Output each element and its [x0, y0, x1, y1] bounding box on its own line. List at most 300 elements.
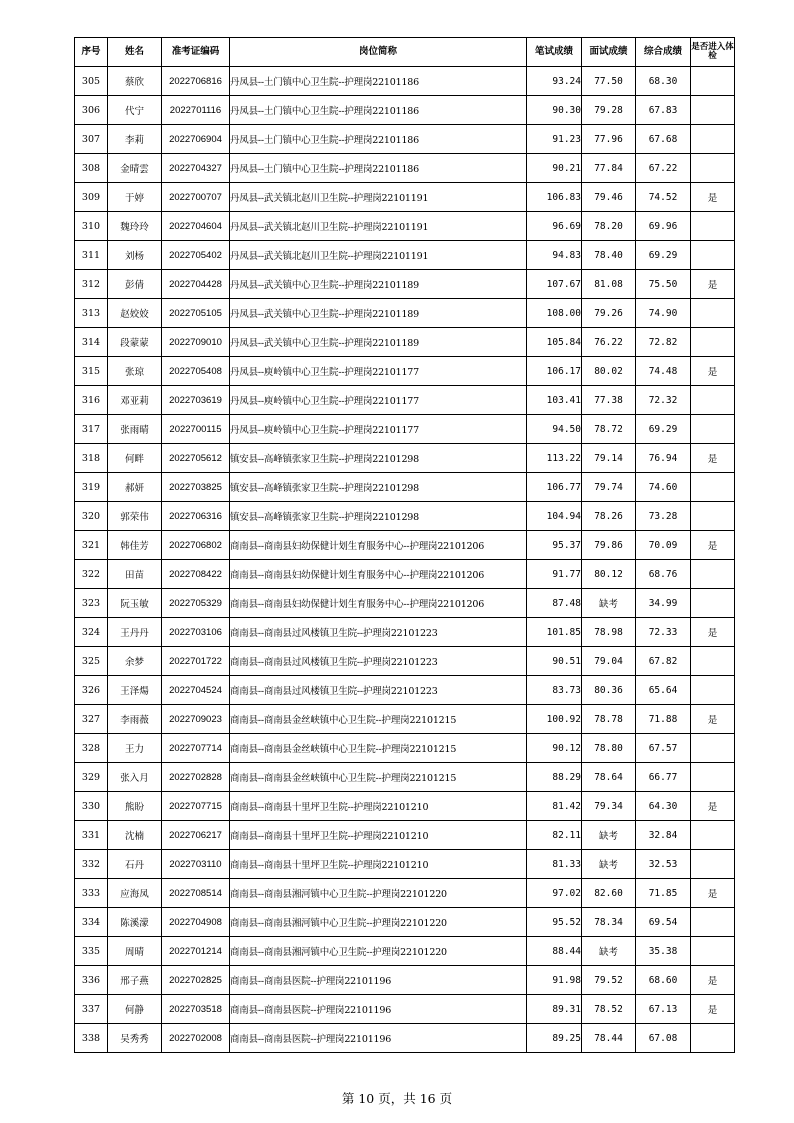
header-interview: 面试成绩 [582, 38, 636, 67]
cell-position: 丹凤县--武关镇中心卫生院--护理岗22101189 [230, 328, 527, 357]
footer-prefix: 第 [341, 1091, 355, 1106]
cell-seq: 322 [75, 560, 108, 589]
cell-name: 张雨晴 [108, 415, 162, 444]
table-row [75, 328, 735, 357]
cell-position: 丹凤县--武关镇中心卫生院--护理岗22101189 [230, 270, 527, 299]
table-row [75, 386, 735, 415]
cell-total-score: 67.22 [636, 154, 691, 183]
cell-total-score: 74.52 [636, 183, 691, 212]
cell-ticket: 2022705329 [162, 589, 230, 618]
cell-ticket: 2022704327 [162, 154, 230, 183]
cell-total-score: 68.60 [636, 966, 691, 995]
cell-physical-exam: 是 [691, 357, 735, 386]
cell-physical-exam [691, 763, 735, 792]
table-row [75, 647, 735, 676]
cell-position: 丹凤县--武关镇中心卫生院--护理岗22101189 [230, 299, 527, 328]
cell-ticket: 2022705105 [162, 299, 230, 328]
cell-seq: 324 [75, 618, 108, 647]
cell-total-score: 69.29 [636, 241, 691, 270]
table-row [75, 212, 735, 241]
cell-total-score: 67.68 [636, 125, 691, 154]
cell-name: 段蒙蒙 [108, 328, 162, 357]
table-header [75, 38, 735, 67]
cell-ticket: 2022701116 [162, 96, 230, 125]
cell-interview-score: 缺考 [582, 589, 636, 618]
cell-ticket: 2022704908 [162, 908, 230, 937]
results-table [74, 37, 735, 1053]
cell-physical-exam [691, 299, 735, 328]
cell-written-score: 90.30 [527, 96, 582, 125]
cell-name: 沈楠 [108, 821, 162, 850]
table-row [75, 908, 735, 937]
cell-name: 王力 [108, 734, 162, 763]
cell-total-score: 72.32 [636, 386, 691, 415]
cell-name: 田苗 [108, 560, 162, 589]
cell-interview-score: 82.60 [582, 879, 636, 908]
cell-written-score: 88.44 [527, 937, 582, 966]
cell-position: 丹凤县--武关镇北赵川卫生院--护理岗22101191 [230, 241, 527, 270]
cell-ticket: 2022704524 [162, 676, 230, 705]
cell-position: 商南县--商南县过风楼镇卫生院--护理岗22101223 [230, 647, 527, 676]
cell-seq: 325 [75, 647, 108, 676]
cell-written-score: 89.31 [527, 995, 582, 1024]
cell-position: 丹凤县--庾岭镇中心卫生院--护理岗22101177 [230, 415, 527, 444]
cell-ticket: 2022706816 [162, 67, 230, 96]
cell-physical-exam: 是 [691, 444, 735, 473]
table-row [75, 792, 735, 821]
cell-physical-exam [691, 676, 735, 705]
cell-physical-exam [691, 328, 735, 357]
header-name: 姓名 [108, 38, 162, 67]
cell-physical-exam [691, 502, 735, 531]
cell-written-score: 101.85 [527, 618, 582, 647]
cell-written-score: 94.50 [527, 415, 582, 444]
cell-ticket: 2022706316 [162, 502, 230, 531]
cell-total-score: 34.99 [636, 589, 691, 618]
cell-position: 丹凤县--土门镇中心卫生院--护理岗22101186 [230, 125, 527, 154]
cell-ticket: 2022706904 [162, 125, 230, 154]
cell-seq: 318 [75, 444, 108, 473]
cell-position: 商南县--商南县妇幼保健计划生育服务中心--护理岗22101206 [230, 589, 527, 618]
header-total: 综合成绩 [636, 38, 691, 67]
cell-interview-score: 79.52 [582, 966, 636, 995]
cell-written-score: 96.69 [527, 212, 582, 241]
cell-seq: 333 [75, 879, 108, 908]
cell-name: 张琼 [108, 357, 162, 386]
cell-physical-exam [691, 473, 735, 502]
cell-interview-score: 77.50 [582, 67, 636, 96]
cell-ticket: 2022708514 [162, 879, 230, 908]
cell-written-score: 89.25 [527, 1024, 582, 1053]
cell-written-score: 106.77 [527, 473, 582, 502]
cell-name: 赵姣姣 [108, 299, 162, 328]
cell-seq: 323 [75, 589, 108, 618]
cell-position: 商南县--商南县十里坪卫生院--护理岗22101210 [230, 821, 527, 850]
cell-interview-score: 80.36 [582, 676, 636, 705]
cell-interview-score: 79.46 [582, 183, 636, 212]
cell-ticket: 2022702008 [162, 1024, 230, 1053]
cell-written-score: 105.84 [527, 328, 582, 357]
cell-total-score: 72.82 [636, 328, 691, 357]
cell-interview-score: 79.34 [582, 792, 636, 821]
cell-physical-exam [691, 908, 735, 937]
cell-written-score: 113.22 [527, 444, 582, 473]
cell-interview-score: 79.26 [582, 299, 636, 328]
cell-interview-score: 78.34 [582, 908, 636, 937]
cell-seq: 314 [75, 328, 108, 357]
table-row [75, 879, 735, 908]
cell-interview-score: 78.80 [582, 734, 636, 763]
page-footer [0, 1089, 794, 1107]
cell-seq: 317 [75, 415, 108, 444]
cell-written-score: 91.98 [527, 966, 582, 995]
cell-total-score: 70.09 [636, 531, 691, 560]
table-row [75, 502, 735, 531]
cell-position: 商南县--商南县金丝峡镇中心卫生院--护理岗22101215 [230, 763, 527, 792]
cell-total-score: 32.84 [636, 821, 691, 850]
cell-interview-score: 79.04 [582, 647, 636, 676]
table-row [75, 821, 735, 850]
cell-total-score: 65.64 [636, 676, 691, 705]
cell-seq: 326 [75, 676, 108, 705]
table-row [75, 705, 735, 734]
header-physical: 是否进入体检 [691, 38, 735, 67]
cell-ticket: 2022705408 [162, 357, 230, 386]
table-row [75, 125, 735, 154]
cell-position: 镇安县--高峰镇张家卫生院--护理岗22101298 [230, 473, 527, 502]
header-ticket: 准考证编码 [162, 38, 230, 67]
cell-seq: 311 [75, 241, 108, 270]
header-position: 岗位简称 [230, 38, 527, 67]
cell-ticket: 2022708422 [162, 560, 230, 589]
cell-name: 张入月 [108, 763, 162, 792]
cell-ticket: 2022700115 [162, 415, 230, 444]
cell-physical-exam [691, 386, 735, 415]
table-row [75, 937, 735, 966]
cell-total-score: 67.57 [636, 734, 691, 763]
cell-written-score: 81.42 [527, 792, 582, 821]
cell-physical-exam [691, 937, 735, 966]
cell-written-score: 81.33 [527, 850, 582, 879]
cell-seq: 336 [75, 966, 108, 995]
cell-ticket: 2022707715 [162, 792, 230, 821]
cell-interview-score: 78.72 [582, 415, 636, 444]
cell-position: 丹凤县--庾岭镇中心卫生院--护理岗22101177 [230, 357, 527, 386]
cell-position: 商南县--商南县湘河镇中心卫生院--护理岗22101220 [230, 908, 527, 937]
cell-position: 商南县--商南县金丝峡镇中心卫生院--护理岗22101215 [230, 705, 527, 734]
cell-seq: 337 [75, 995, 108, 1024]
cell-position: 丹凤县--土门镇中心卫生院--护理岗22101186 [230, 67, 527, 96]
cell-interview-score: 78.40 [582, 241, 636, 270]
cell-total-score: 35.38 [636, 937, 691, 966]
cell-total-score: 71.85 [636, 879, 691, 908]
cell-physical-exam [691, 415, 735, 444]
cell-position: 丹凤县--土门镇中心卫生院--护理岗22101186 [230, 96, 527, 125]
cell-written-score: 106.17 [527, 357, 582, 386]
table-row [75, 241, 735, 270]
table-row [75, 299, 735, 328]
cell-position: 商南县--商南县过风楼镇卫生院--护理岗22101223 [230, 618, 527, 647]
cell-name: 李雨薇 [108, 705, 162, 734]
cell-seq: 307 [75, 125, 108, 154]
cell-name: 邓亚莉 [108, 386, 162, 415]
table-row [75, 67, 735, 96]
cell-ticket: 2022705612 [162, 444, 230, 473]
cell-physical-exam: 是 [691, 531, 735, 560]
cell-written-score: 95.52 [527, 908, 582, 937]
cell-physical-exam [691, 734, 735, 763]
cell-name: 何畔 [108, 444, 162, 473]
cell-name: 魏玲玲 [108, 212, 162, 241]
cell-position: 商南县--商南县妇幼保健计划生育服务中心--护理岗22101206 [230, 531, 527, 560]
cell-interview-score: 80.12 [582, 560, 636, 589]
header-seq: 序号 [75, 38, 108, 67]
cell-physical-exam [691, 125, 735, 154]
table-row [75, 676, 735, 705]
cell-position: 商南县--商南县医院--护理岗22101196 [230, 966, 527, 995]
cell-total-score: 74.60 [636, 473, 691, 502]
footer-mid: 页，共 [378, 1091, 416, 1106]
cell-written-score: 90.51 [527, 647, 582, 676]
cell-written-score: 106.83 [527, 183, 582, 212]
cell-position: 镇安县--高峰镇张家卫生院--护理岗22101298 [230, 444, 527, 473]
cell-name: 陈溪濛 [108, 908, 162, 937]
cell-ticket: 2022706217 [162, 821, 230, 850]
cell-position: 商南县--商南县湘河镇中心卫生院--护理岗22101220 [230, 937, 527, 966]
table-row [75, 415, 735, 444]
table-row [75, 734, 735, 763]
cell-physical-exam: 是 [691, 966, 735, 995]
cell-physical-exam [691, 67, 735, 96]
cell-interview-score: 78.78 [582, 705, 636, 734]
cell-physical-exam: 是 [691, 618, 735, 647]
cell-interview-score: 78.64 [582, 763, 636, 792]
header-row [75, 38, 735, 67]
table-row [75, 531, 735, 560]
cell-total-score: 73.28 [636, 502, 691, 531]
cell-name: 刘杨 [108, 241, 162, 270]
cell-ticket: 2022704604 [162, 212, 230, 241]
cell-written-score: 95.37 [527, 531, 582, 560]
cell-interview-score: 77.84 [582, 154, 636, 183]
cell-physical-exam [691, 241, 735, 270]
cell-ticket: 2022703106 [162, 618, 230, 647]
cell-position: 商南县--商南县过风楼镇卫生院--护理岗22101223 [230, 676, 527, 705]
cell-written-score: 90.12 [527, 734, 582, 763]
table-row [75, 154, 735, 183]
cell-written-score: 94.83 [527, 241, 582, 270]
cell-position: 商南县--商南县金丝峡镇中心卫生院--护理岗22101215 [230, 734, 527, 763]
cell-position: 商南县--商南县湘河镇中心卫生院--护理岗22101220 [230, 879, 527, 908]
cell-total-score: 32.53 [636, 850, 691, 879]
cell-name: 王丹丹 [108, 618, 162, 647]
cell-ticket: 2022709010 [162, 328, 230, 357]
cell-interview-score: 缺考 [582, 821, 636, 850]
cell-physical-exam [691, 560, 735, 589]
cell-name: 吴秀秀 [108, 1024, 162, 1053]
cell-name: 何静 [108, 995, 162, 1024]
cell-name: 郭荣伟 [108, 502, 162, 531]
cell-seq: 306 [75, 96, 108, 125]
cell-written-score: 83.73 [527, 676, 582, 705]
cell-seq: 338 [75, 1024, 108, 1053]
cell-seq: 334 [75, 908, 108, 937]
cell-position: 丹凤县--武关镇北赵川卫生院--护理岗22101191 [230, 183, 527, 212]
cell-total-score: 69.96 [636, 212, 691, 241]
cell-name: 应海凤 [108, 879, 162, 908]
table-row [75, 560, 735, 589]
cell-ticket: 2022703619 [162, 386, 230, 415]
cell-position: 商南县--商南县十里坪卫生院--护理岗22101210 [230, 792, 527, 821]
cell-physical-exam: 是 [691, 270, 735, 299]
cell-seq: 308 [75, 154, 108, 183]
cell-total-score: 69.54 [636, 908, 691, 937]
cell-total-score: 67.83 [636, 96, 691, 125]
table-body [75, 67, 735, 1053]
cell-position: 商南县--商南县医院--护理岗22101196 [230, 995, 527, 1024]
cell-seq: 315 [75, 357, 108, 386]
cell-written-score: 104.94 [527, 502, 582, 531]
header-written: 笔试成绩 [527, 38, 582, 67]
cell-seq: 327 [75, 705, 108, 734]
cell-name: 余梦 [108, 647, 162, 676]
cell-interview-score: 81.08 [582, 270, 636, 299]
cell-total-score: 74.48 [636, 357, 691, 386]
cell-ticket: 2022705402 [162, 241, 230, 270]
cell-ticket: 2022703518 [162, 995, 230, 1024]
cell-physical-exam [691, 212, 735, 241]
cell-seq: 309 [75, 183, 108, 212]
cell-written-score: 97.02 [527, 879, 582, 908]
cell-written-score: 108.00 [527, 299, 582, 328]
cell-name: 阮玉敏 [108, 589, 162, 618]
cell-name: 李莉 [108, 125, 162, 154]
cell-seq: 321 [75, 531, 108, 560]
cell-name: 邢子燕 [108, 966, 162, 995]
cell-physical-exam [691, 154, 735, 183]
cell-name: 韩佳芳 [108, 531, 162, 560]
cell-seq: 310 [75, 212, 108, 241]
cell-physical-exam [691, 850, 735, 879]
cell-ticket: 2022709023 [162, 705, 230, 734]
table-row [75, 96, 735, 125]
cell-seq: 316 [75, 386, 108, 415]
table-row [75, 357, 735, 386]
cell-seq: 312 [75, 270, 108, 299]
cell-name: 金晴雲 [108, 154, 162, 183]
cell-physical-exam [691, 1024, 735, 1053]
cell-total-score: 74.90 [636, 299, 691, 328]
cell-position: 丹凤县--庾岭镇中心卫生院--护理岗22101177 [230, 386, 527, 415]
cell-position: 丹凤县--土门镇中心卫生院--护理岗22101186 [230, 154, 527, 183]
table-row [75, 270, 735, 299]
cell-seq: 319 [75, 473, 108, 502]
table-row [75, 618, 735, 647]
cell-position: 商南县--商南县医院--护理岗22101196 [230, 1024, 527, 1053]
cell-total-score: 68.76 [636, 560, 691, 589]
cell-name: 郝妍 [108, 473, 162, 502]
cell-interview-score: 78.20 [582, 212, 636, 241]
cell-ticket: 2022704428 [162, 270, 230, 299]
cell-interview-score: 缺考 [582, 937, 636, 966]
cell-physical-exam: 是 [691, 879, 735, 908]
cell-seq: 332 [75, 850, 108, 879]
footer-suffix: 页 [439, 1091, 453, 1106]
cell-total-score: 67.82 [636, 647, 691, 676]
cell-interview-score: 缺考 [582, 850, 636, 879]
cell-seq: 331 [75, 821, 108, 850]
cell-interview-score: 79.74 [582, 473, 636, 502]
cell-total-score: 71.88 [636, 705, 691, 734]
table-row [75, 966, 735, 995]
cell-seq: 328 [75, 734, 108, 763]
cell-physical-exam [691, 589, 735, 618]
cell-seq: 305 [75, 67, 108, 96]
footer-total-pages: 16 [419, 1091, 436, 1106]
cell-seq: 330 [75, 792, 108, 821]
cell-interview-score: 79.28 [582, 96, 636, 125]
table-row [75, 1024, 735, 1053]
cell-physical-exam: 是 [691, 183, 735, 212]
cell-physical-exam [691, 647, 735, 676]
cell-interview-score: 78.98 [582, 618, 636, 647]
cell-physical-exam: 是 [691, 995, 735, 1024]
cell-ticket: 2022706802 [162, 531, 230, 560]
cell-written-score: 103.41 [527, 386, 582, 415]
cell-name: 石丹 [108, 850, 162, 879]
cell-physical-exam: 是 [691, 705, 735, 734]
cell-ticket: 2022703825 [162, 473, 230, 502]
table-row [75, 589, 735, 618]
cell-ticket: 2022701722 [162, 647, 230, 676]
cell-total-score: 67.08 [636, 1024, 691, 1053]
footer-page-number: 10 [358, 1091, 375, 1106]
cell-name: 彭倩 [108, 270, 162, 299]
cell-position: 镇安县--高峰镇张家卫生院--护理岗22101298 [230, 502, 527, 531]
cell-written-score: 93.24 [527, 67, 582, 96]
cell-total-score: 64.30 [636, 792, 691, 821]
table-row [75, 473, 735, 502]
cell-written-score: 100.92 [527, 705, 582, 734]
cell-ticket: 2022707714 [162, 734, 230, 763]
cell-name: 熊盼 [108, 792, 162, 821]
cell-seq: 335 [75, 937, 108, 966]
cell-total-score: 66.77 [636, 763, 691, 792]
cell-written-score: 107.67 [527, 270, 582, 299]
cell-ticket: 2022703110 [162, 850, 230, 879]
cell-name: 代宁 [108, 96, 162, 125]
cell-position: 商南县--商南县十里坪卫生院--护理岗22101210 [230, 850, 527, 879]
cell-ticket: 2022701214 [162, 937, 230, 966]
cell-written-score: 82.11 [527, 821, 582, 850]
cell-written-score: 91.77 [527, 560, 582, 589]
cell-interview-score: 77.96 [582, 125, 636, 154]
cell-total-score: 72.33 [636, 618, 691, 647]
cell-interview-score: 79.86 [582, 531, 636, 560]
cell-seq: 313 [75, 299, 108, 328]
cell-position: 丹凤县--武关镇北赵川卫生院--护理岗22101191 [230, 212, 527, 241]
cell-interview-score: 78.52 [582, 995, 636, 1024]
cell-interview-score: 77.38 [582, 386, 636, 415]
cell-written-score: 91.23 [527, 125, 582, 154]
cell-total-score: 67.13 [636, 995, 691, 1024]
cell-interview-score: 80.02 [582, 357, 636, 386]
cell-total-score: 69.29 [636, 415, 691, 444]
cell-physical-exam [691, 96, 735, 125]
table-row [75, 850, 735, 879]
cell-name: 王泽煬 [108, 676, 162, 705]
cell-name: 周晴 [108, 937, 162, 966]
